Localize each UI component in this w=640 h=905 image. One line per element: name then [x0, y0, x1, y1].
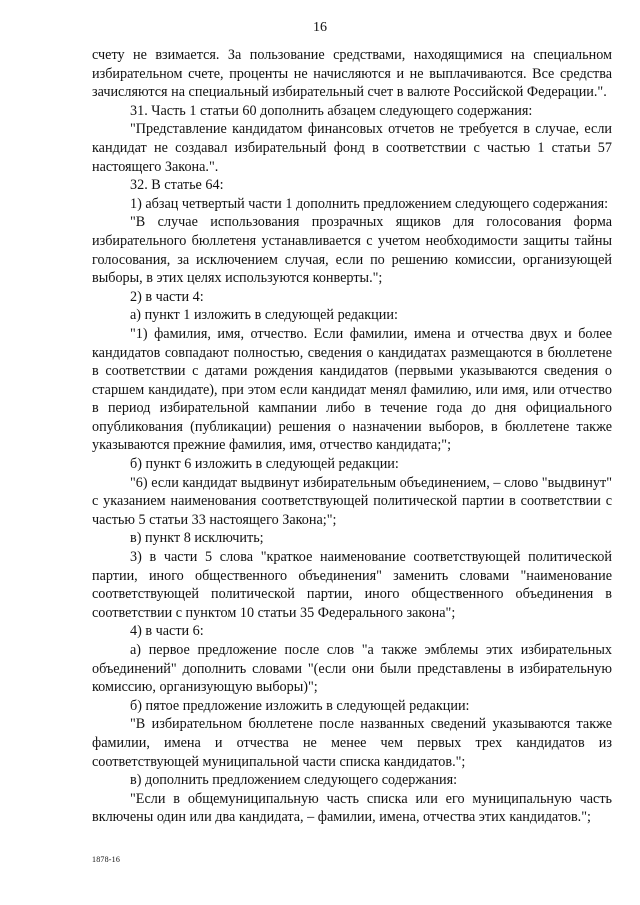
document-footer-code: 1878-16 [92, 855, 121, 864]
paragraph-subitem-3: 3) в части 5 слова "краткое наименование соответствующей политической партии, иного общественного объединения" заменить словами "наименование соответствующей политической партии, иного общественного объединения в соответствии с пунктом 10 статьи 35 Федерального закона"; [92, 549, 612, 621]
paragraph-quote: "1) фамилия, имя, отчество. Если фамилии, имена и отчества двух и более кандидатов совпадают полностью, сведения о кандидатах размещаются в бюллетене в соответствии с датами рождения кандидатов (первыми указываются сведения о старшем кандидате), при этом если кандидат менял фамилию, или имя, или отчество в период избирательной кампании либо в течение года до дня официального опубликования (публикации) решения о назначении выборов, в бюллетене также указываются прежние фамилия, имя, отчество кандидата;"; [92, 325, 612, 454]
paragraph-item-32: 32. В статье 64: [130, 177, 224, 194]
paragraph-subitem-a: а) пункт 1 изложить в следующей редакции: [130, 307, 398, 324]
paragraph-quote: "Представление кандидатом финансовых отчетов не требуется в случае, если кандидат не создавал избирательный фонд в соответствии с частью 1 статьи 57 настоящего Закона.". [92, 121, 612, 175]
paragraph-continuation: счету не взимается. За пользование средствами, находящимися на специальном избирательном счете, проценты не начисляются и не выплачиваются. Все средства зачисляются на специальный избирательный счет в валюте Российской Федерации.". [92, 47, 612, 101]
paragraph-subitem-4: 4) в части 6: [130, 623, 204, 640]
paragraph-quote: "В избирательном бюллетене после названных сведений указываются также фамилии, имена и отчества не менее чем первых трех кандидатов из соответствующей муниципальной части списка кандидатов."; [92, 716, 612, 770]
paragraph-subitem-a: а) первое предложение после слов "а также эмблемы этих избирательных объединений" дополнить словами "(если они были представлены в избирательную комиссию, организующую выборы)"; [92, 642, 612, 696]
document-body [92, 46, 612, 827]
paragraph-quote: "Если в общемуниципальную часть списка или его муниципальную часть включены один или два кандидата, – фамилии, имена, отчества этих кандидатов."; [92, 790, 612, 826]
paragraph-subitem-v: в) дополнить предложением следующего содержания: [130, 772, 458, 789]
paragraph-item-31: 31. Часть 1 статьи 60 дополнить абзацем следующего содержания: [130, 102, 533, 119]
paragraph-quote: "В случае использования прозрачных ящиков для голосования форма избирательного бюллетеня устанавливается с учетом необходимости защиты тайны голосования, за исключением случая, если по решению комиссии, организующей выборы, в этих целях используются конверты."; [92, 214, 612, 287]
paragraph-subitem-b: б) пятое предложение изложить в следующей редакции: [130, 697, 470, 714]
page-number: 16 [313, 20, 327, 35]
paragraph-subitem-b: б) пункт 6 изложить в следующей редакции: [130, 456, 399, 473]
paragraph-subitem-2: 2) в части 4: [130, 288, 204, 305]
paragraph-quote: "6) если кандидат выдвинут избирательным объединением, – слово "выдвинут" с указанием наименования соответствующей политической партии в соответствии с частью 5 статьи 33 настоящего Закона;"; [92, 474, 612, 528]
paragraph-subitem-v: в) пункт 8 исключить; [130, 530, 264, 547]
paragraph-subitem-1: 1) абзац четвертый части 1 дополнить предложением следующего содержания: [130, 195, 609, 212]
